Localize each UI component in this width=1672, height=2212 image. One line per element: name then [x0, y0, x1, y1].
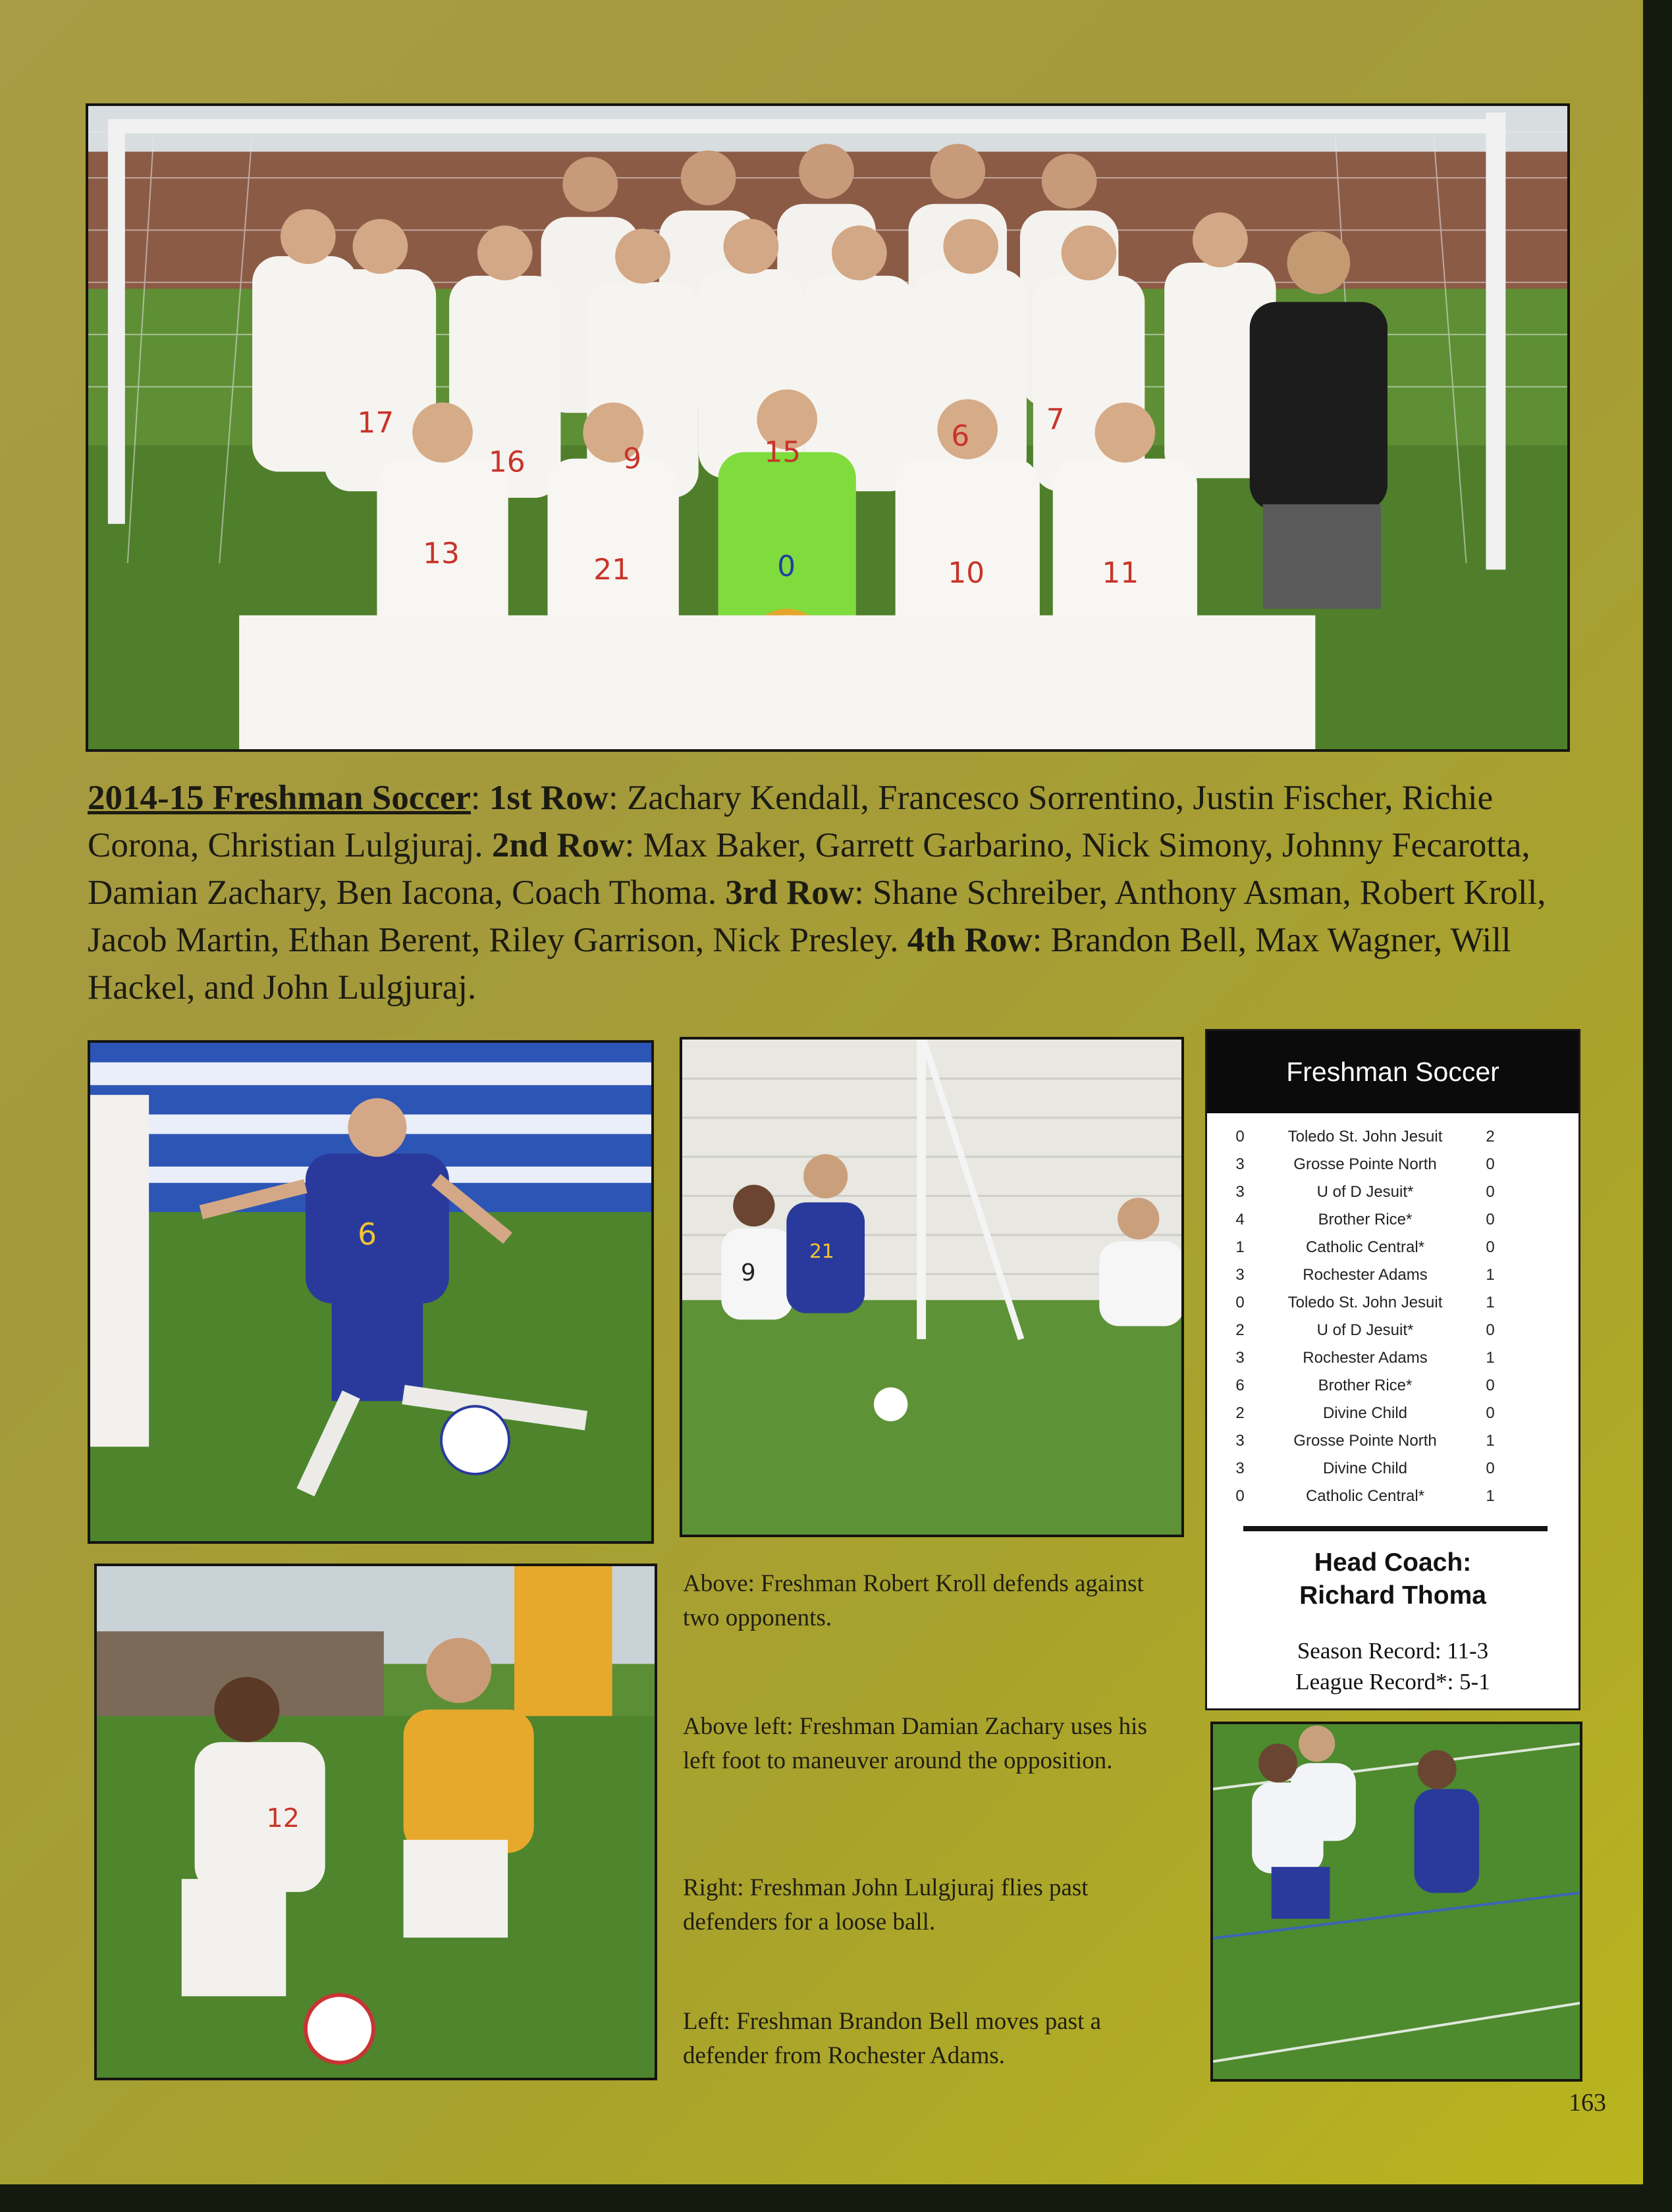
jersey-16: 16	[488, 445, 526, 479]
jersey-number-9: 9	[741, 1259, 756, 1287]
result-row: 3 Divine Child 0	[1235, 1460, 1495, 1477]
action-photo-left	[88, 1040, 654, 1544]
jersey-9: 9	[623, 442, 641, 476]
action-photo-middle	[680, 1037, 1184, 1537]
league-record: League Record*: 5-1	[1295, 1669, 1490, 1695]
row1-names: Zachary Kendall, Francesco Sorrentino, Justin Fischer, Richie Corona, Christian Lulgjuraj.	[88, 779, 1494, 864]
result-row: 3 Grosse Pointe North 1	[1235, 1432, 1495, 1450]
result-row: 2 Divine Child 0	[1235, 1404, 1495, 1422]
result-row: 3 Rochester Adams 1	[1235, 1349, 1495, 1367]
row3-label: 3rd Row	[725, 874, 855, 912]
jersey-number-12: 12	[266, 1803, 300, 1833]
action-photo-right	[1210, 1722, 1582, 2082]
result-row: 3 Grosse Pointe North 0	[1235, 1155, 1495, 1173]
jersey-number-21: 21	[809, 1239, 834, 1263]
team-photo-art	[88, 106, 1567, 749]
caption-left: Left: Freshman Brandon Bell moves past a defender from Rochester Adams.	[683, 2008, 1102, 2069]
result-row: 2 U of D Jesuit* 0	[1235, 1321, 1495, 1339]
jersey-number: 6	[358, 1217, 377, 1252]
jersey-6: 6	[951, 419, 970, 453]
caption-right: Right: Freshman John Lulgjuraj flies past defenders for a loose ball.	[683, 1874, 1089, 1936]
result-row: 3 Rochester Adams 1	[1235, 1266, 1495, 1284]
row4-label: 4th Row	[907, 921, 1033, 959]
results-list	[1207, 1123, 1578, 1510]
head-coach	[1207, 1546, 1578, 1612]
row3-names: Shane Schreiber, Anthony Asman, Robert Kroll, Jacob Martin, Ethan Berent, Riley Garrison, Nick Presley.	[88, 874, 1546, 959]
jersey-11: 11	[1102, 556, 1139, 591]
row4-names: Brandon Bell, Max Wagner, Will Hackel, and John Lulgjuraj.	[88, 921, 1511, 1007]
jersey-17: 17	[357, 406, 394, 440]
page-number: 163	[1569, 2089, 1606, 2117]
row2-label: 2nd Row	[491, 826, 625, 864]
caption-above-left: Above left: Freshman Damian Zachary uses his left foot to maneuver around the opposition.	[683, 1713, 1147, 1774]
result-row: 4 Brother Rice* 0	[1235, 1211, 1495, 1228]
team-caption: 2014-15 Freshman Soccer: 1st Row: Zachary Kendall, Francesco Sorrentino, Justin Fischer, Richie Corona, Christian Lulgjuraj. 2nd Row: Max Baker, Garrett Garbarino, Nick Simony, Johnny Fecarotta, Damian Zachary, Ben Iacona, Coach Thoma. 3rd Row: Shane Schreiber, Anthony Asman, Robert Kroll, Jacob Martin, Ethan Berent, Riley Garrison, Nick Presley. 4th Row: Brandon Bell, Max Wagner, Will Hackel, and John Lulgjuraj.	[88, 779, 1546, 1007]
jersey-10: 10	[948, 556, 985, 591]
results-title: Freshman Soccer	[1207, 1031, 1578, 1113]
jersey-0: 0	[777, 550, 796, 584]
result-row: 0 Toledo St. John Jesuit 2	[1235, 1128, 1495, 1146]
result-row: 0 Toledo St. John Jesuit 1	[1235, 1294, 1495, 1311]
head-coach-name: Richard Thoma	[1299, 1581, 1486, 1610]
caption-above: Above: Freshman Robert Kroll defends against two opponents.	[683, 1570, 1144, 1631]
result-row: 3 U of D Jesuit* 0	[1235, 1183, 1495, 1201]
row1-label: 1st Row	[489, 779, 608, 817]
jersey-15: 15	[764, 435, 801, 469]
results-box	[1205, 1029, 1580, 1710]
result-row: 1 Catholic Central* 0	[1235, 1238, 1495, 1256]
result-row: 0 Catholic Central* 1	[1235, 1487, 1495, 1505]
season-record: Season Record: 11-3	[1297, 1638, 1489, 1664]
caption-title: 2014-15 Freshman Soccer	[88, 779, 471, 817]
row2-names: Max Baker, Garrett Garbarino, Nick Simony, Johnny Fecarotta, Damian Zachary, Ben Iacona, Coach Thoma.	[88, 826, 1530, 912]
head-coach-label: Head Coach:	[1314, 1548, 1472, 1577]
team-photo	[86, 103, 1570, 752]
records	[1207, 1635, 1578, 1697]
action-photo-bottom	[94, 1564, 657, 2080]
result-row: 6 Brother Rice* 0	[1235, 1377, 1495, 1394]
jersey-21: 21	[593, 553, 631, 587]
jersey-13: 13	[423, 537, 460, 571]
divider	[1243, 1526, 1548, 1531]
jersey-7: 7	[1046, 403, 1065, 436]
